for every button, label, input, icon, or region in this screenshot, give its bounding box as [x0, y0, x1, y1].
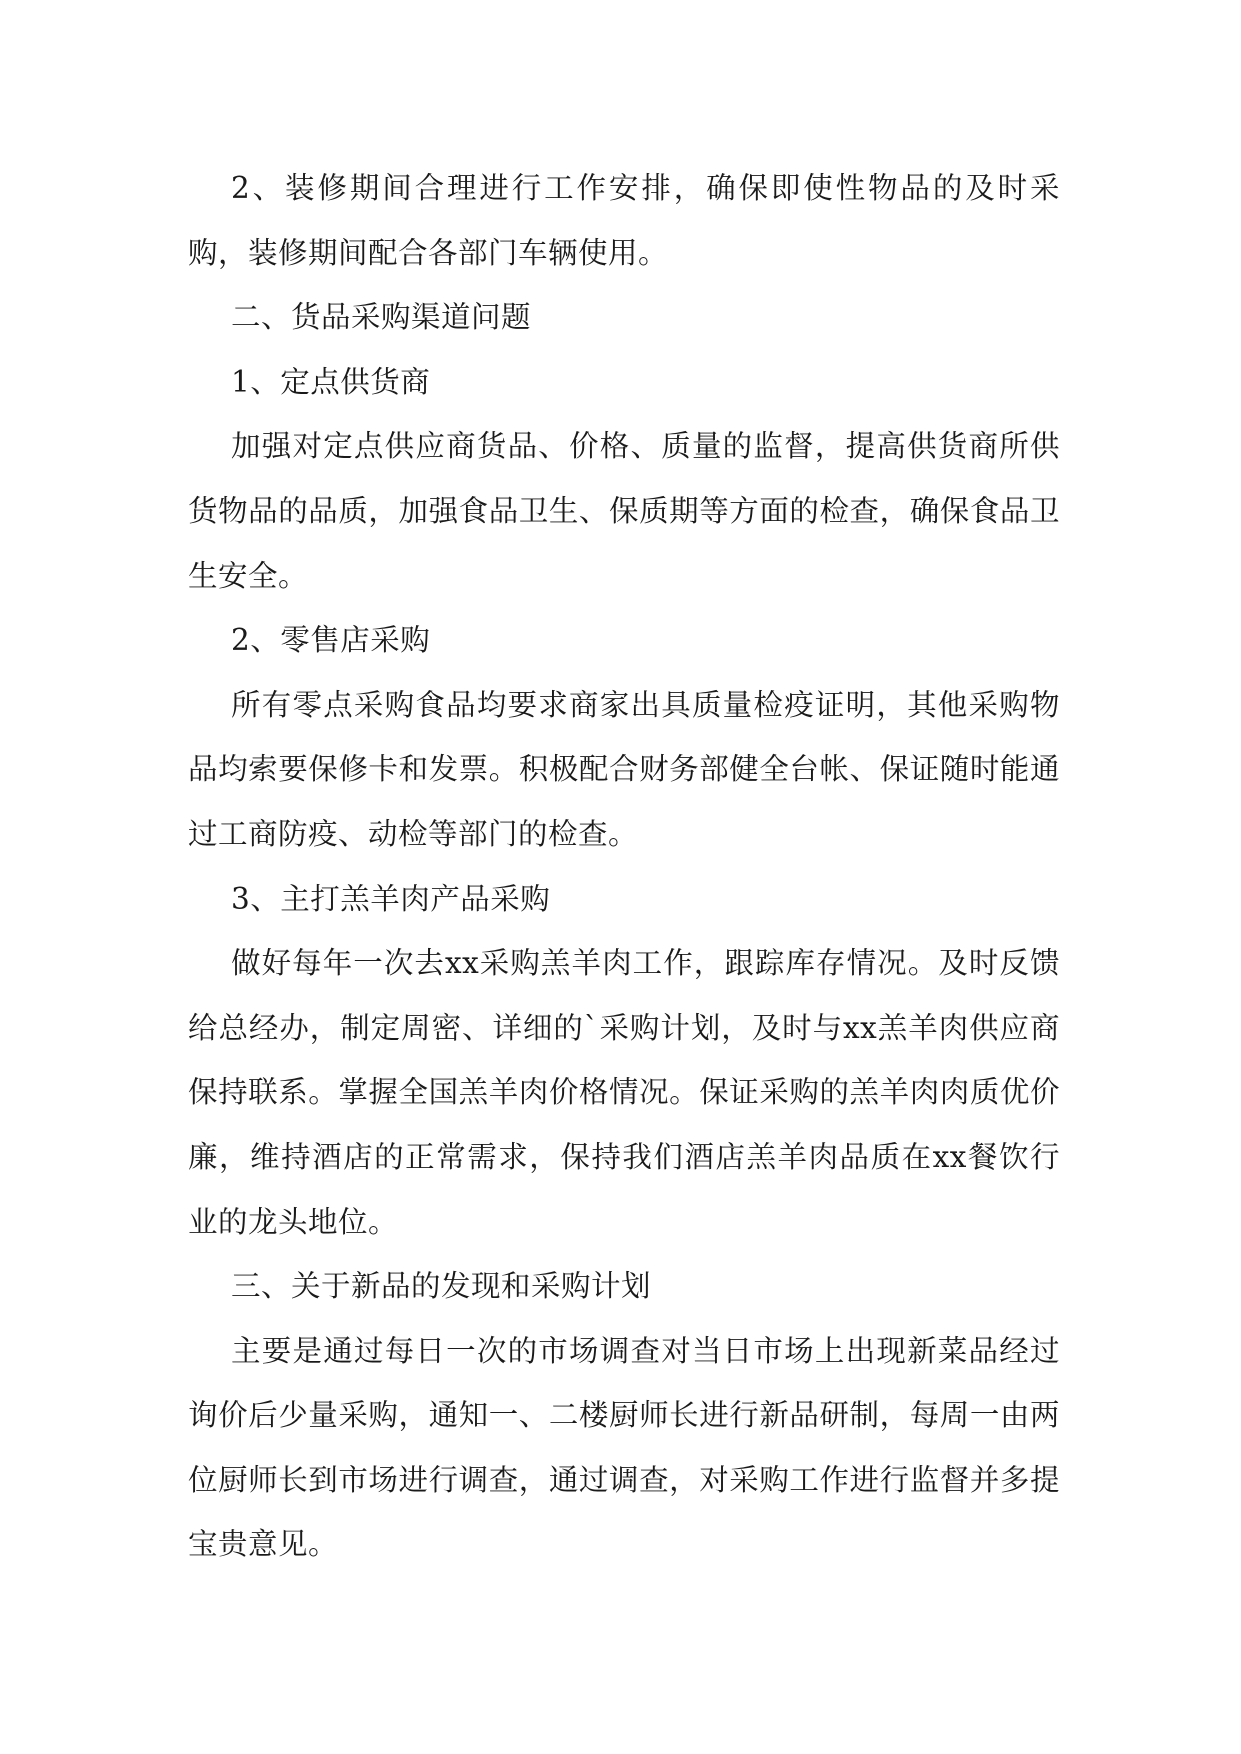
subheading-designated-supplier: 1、定点供货商	[231, 364, 431, 399]
paragraph-renovation-arrangement: 2、装修期间合理进行工作安排，确保即使性物品的及时采购，装修期间配合各部门车辆使用。	[188, 171, 1060, 270]
paragraph-lamb-purchase: 做好每年一次去xx采购羔羊肉工作，跟踪库存情况。及时反馈给总经办，制定周密、详细的`采购计划，及时与xx羔羊肉供应商保持联系。掌握全国羔羊肉价格情况。保证采购的羔羊肉肉质优价廉，维持酒店的正常需求，保持我们酒店羔羊肉品质在xx餐饮行业的龙头地位。	[188, 946, 1060, 1239]
section-heading-new-products: 三、关于新品的发现和采购计划	[231, 1269, 652, 1304]
paragraph-supplier-supervision: 加强对定点供应商货品、价格、质量的监督，提高供货商所供货物品的品质，加强食品卫生、保质期等方面的检查，确保食品卫生安全。	[188, 429, 1060, 593]
paragraph-retail-purchase: 所有零点采购食品均要求商家出具质量检疫证明，其他采购物品均索要保修卡和发票。积极配合财务部健全台帐、保证随时能通过工商防疫、动检等部门的检查。	[188, 687, 1060, 851]
paragraph-new-products: 主要是通过每日一次的市场调查对当日市场上出现新菜品经过询价后少量采购，通知一、二楼厨师长进行新品研制，每周一由两位厨师长到市场进行调查，通过调查，对采购工作进行监督并多提宝贵意见。	[188, 1333, 1060, 1562]
document-body	[188, 156, 1060, 1577]
subheading-retail-purchase: 2、零售店采购	[231, 623, 431, 658]
subheading-lamb-purchase: 3、主打羔羊肉产品采购	[231, 881, 551, 916]
section-heading-purchase-channels: 二、货品采购渠道问题	[231, 300, 532, 335]
